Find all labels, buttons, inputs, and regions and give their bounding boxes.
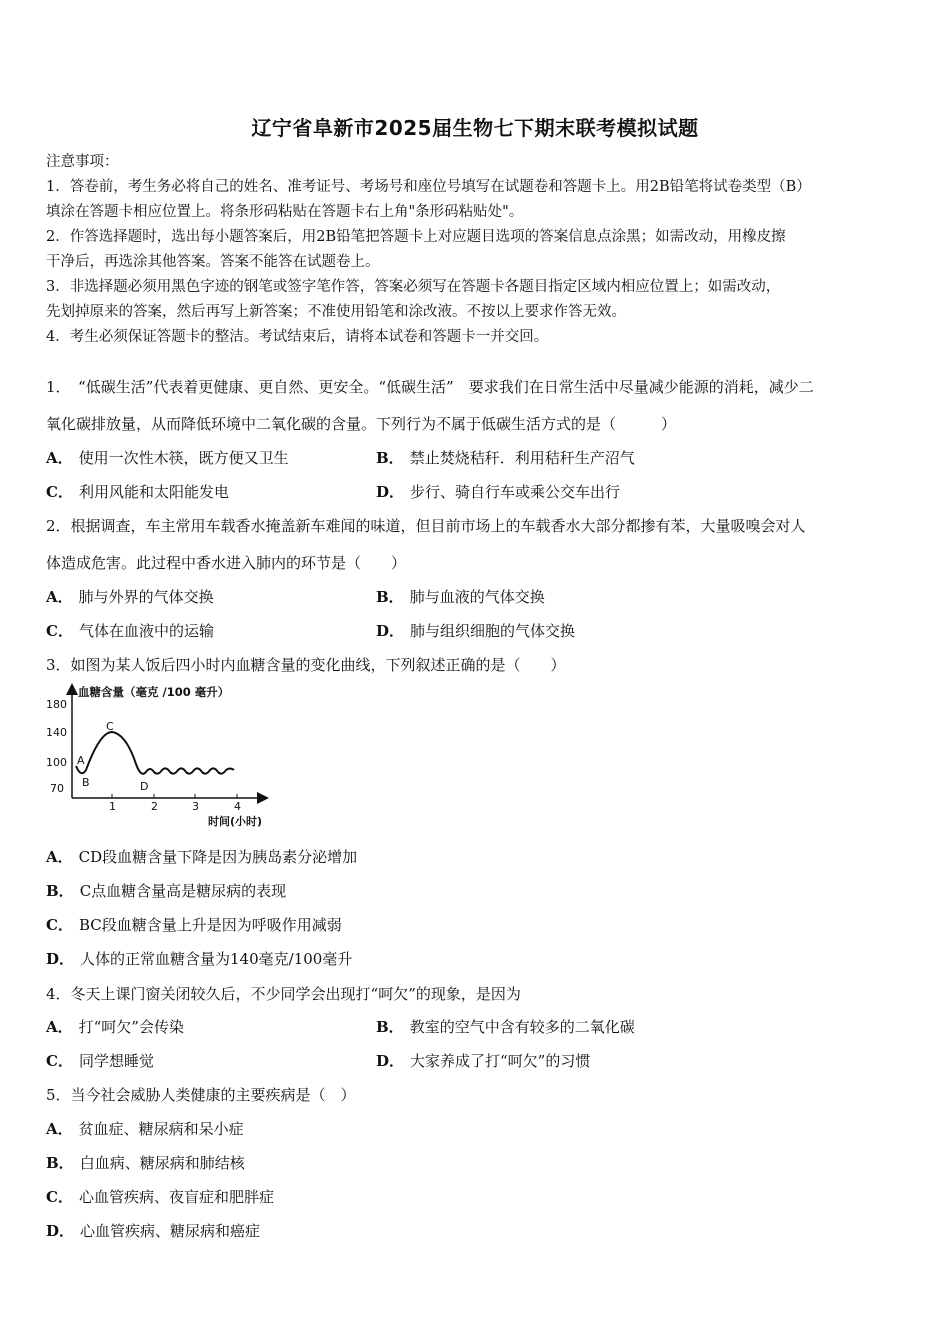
option-key: D． <box>376 1052 405 1070</box>
option-key: D． <box>376 483 405 501</box>
x-axis-label: 时间(小时) <box>208 815 263 828</box>
y-tick-label: 70 <box>50 782 64 795</box>
question-1-option-a <box>46 447 289 468</box>
question-1-option-d <box>376 481 620 502</box>
point-label-c: C <box>106 720 114 733</box>
y-tick-label: 100 <box>46 756 67 769</box>
option-key: B． <box>46 882 74 900</box>
glucose-curve <box>76 732 234 774</box>
option-text: 步行、骑自行车或乘公交车出行 <box>410 483 621 501</box>
option-key: A． <box>46 1018 73 1036</box>
option-text: 大家养成了打“呵欠”的习惯 <box>410 1052 591 1070</box>
x-tick-label: 1 <box>109 800 116 813</box>
option-text: 肺与组织细胞的气体交换 <box>410 622 576 640</box>
option-key: C． <box>46 1052 73 1070</box>
question-2-option-a <box>46 586 214 607</box>
question-1-stem-cont: 氧化碳排放量，从而降低环境中二氧化碳的含量。下列行为不属于低碳生活方式的是（ ） <box>46 415 677 433</box>
option-key: C． <box>46 916 73 934</box>
option-text: 肺与外界的气体交换 <box>78 588 214 606</box>
option-key: B． <box>376 1018 404 1036</box>
question-3-stem: 3．如图为某人饭后四小时内血糖含量的变化曲线，下列叙述正确的是（ ） <box>46 656 566 674</box>
question-4-stem: 4．冬天上课门窗关闭较久后，不少同学会出现打“呵欠”的现象，是因为 <box>46 985 521 1003</box>
x-tick-label: 3 <box>192 800 199 813</box>
question-2-option-d <box>376 620 575 641</box>
option-text: CD段血糖含量下降是因为胰岛素分泌增加 <box>78 848 358 866</box>
question-4-option-a <box>46 1016 184 1037</box>
option-key: B． <box>46 1154 74 1172</box>
option-key: D． <box>376 622 405 640</box>
question-3-option-a <box>46 846 357 867</box>
option-key: D． <box>46 950 75 968</box>
notes-line: 1．答卷前，考生务必将自己的姓名、准考证号、考场号和座位号填写在试题卷和答题卡上。用2B铅笔将试卷类型（B） <box>46 179 811 195</box>
question-3-option-c <box>46 914 342 935</box>
point-label-b: B <box>82 776 90 789</box>
page-title: 辽宁省阜新市2025届生物七下期末联考模拟试题 <box>251 116 699 140</box>
question-5-option-a <box>46 1118 244 1139</box>
notes-line: 4．考生必须保证答题卡的整洁。考试结束后，请将本试卷和答题卡一并交回。 <box>46 329 549 345</box>
question-1-option-b <box>376 447 635 468</box>
y-axis-label: 血糖含量（毫克 /100 毫升） <box>78 685 230 699</box>
option-text: 贫血症、糖尿病和呆小症 <box>78 1120 244 1138</box>
question-5-option-c <box>46 1186 274 1207</box>
question-3-option-b <box>46 880 286 901</box>
option-key: A． <box>46 848 73 866</box>
option-text: 心血管疾病、糖尿病和癌症 <box>80 1222 261 1240</box>
option-key: A． <box>46 449 73 467</box>
question-1-stem: 1． “低碳生活”代表着更健康、更自然、更安全。“低碳生活” 要求我们在日常生活中尽量减少能源的消耗，减少二 <box>46 378 814 396</box>
question-2-option-c <box>46 620 214 641</box>
option-key: C． <box>46 622 73 640</box>
question-1-option-c <box>46 481 229 502</box>
blood-glucose-figure <box>44 680 284 832</box>
question-5-option-b <box>46 1152 245 1173</box>
option-text: 气体在血液中的运输 <box>78 622 214 640</box>
option-text: 肺与血液的气体交换 <box>409 588 545 606</box>
question-4-option-b <box>376 1016 635 1037</box>
question-3-option-d <box>46 948 352 969</box>
option-text: C点血糖含量高是糖尿病的表现 <box>79 882 287 900</box>
y-tick-label: 140 <box>46 726 67 739</box>
question-2-option-b <box>376 586 545 607</box>
notes-line: 2．作答选择题时，选出每小题答案后，用2B铅笔把答题卡上对应题目选项的答案信息点涂黑；如需改动，用橡皮擦 <box>46 229 786 245</box>
option-key: A． <box>46 588 73 606</box>
option-text: BC段血糖含量上升是因为呼吸作用减弱 <box>78 916 342 934</box>
option-key: C． <box>46 1188 73 1206</box>
option-text: 白血病、糖尿病和肺结核 <box>79 1154 245 1172</box>
option-text: 利用风能和太阳能发电 <box>78 483 229 501</box>
question-5-option-d <box>46 1220 260 1241</box>
x-tick-label: 4 <box>234 800 241 813</box>
x-tick-label: 2 <box>151 800 158 813</box>
option-key: C． <box>46 483 73 501</box>
option-text: 心血管疾病、夜盲症和肥胖症 <box>78 1188 274 1206</box>
option-key: A． <box>46 1120 73 1138</box>
option-text: 教室的空气中含有较多的二氧化碳 <box>409 1018 635 1036</box>
notes-section <box>46 150 916 350</box>
option-text: 同学想睡觉 <box>78 1052 154 1070</box>
point-label-a: A <box>77 754 85 767</box>
notes-line: 3．非选择题必须用黑色字迹的钢笔或签字笔作答，答案必须写在答题卡各题目指定区域内相应位置上；如需改动， <box>46 279 781 295</box>
question-4-option-c <box>46 1050 154 1071</box>
option-key: D． <box>46 1222 75 1240</box>
question-2-stem: 2．根据调查，车主常用车载香水掩盖新车难闻的味道，但目前市场上的车载香水大部分都掺有苯，大量吸嗅会对人 <box>46 517 806 535</box>
option-text: 打“呵欠”会传染 <box>78 1018 184 1036</box>
option-key: B． <box>376 449 404 467</box>
notes-line: 干净后，再选涂其他答案。答案不能答在试题卷上。 <box>46 254 380 270</box>
point-label-d: D <box>140 780 149 793</box>
notes-heading: 注意事项： <box>46 154 119 170</box>
option-text: 使用一次性木筷，既方便又卫生 <box>78 449 289 467</box>
option-text: 禁止焚烧秸秆．利用秸秆生产沼气 <box>409 449 635 467</box>
question-5-stem: 5．当今社会威胁人类健康的主要疾病是（ ） <box>46 1086 356 1104</box>
option-text: 人体的正常血糖含量为140毫克/100毫升 <box>80 950 353 968</box>
question-4-option-d <box>376 1050 590 1071</box>
notes-line: 填涂在答题卡相应位置上。将条形码粘贴在答题卡右上角"条形码粘贴处"。 <box>46 204 524 220</box>
notes-line: 先划掉原来的答案，然后再写上新答案；不准使用铅笔和涂改液。不按以上要求作答无效。 <box>46 304 626 320</box>
question-2-stem-cont: 体造成危害。此过程中香水进入肺内的环节是（ ） <box>46 554 407 572</box>
option-key: B． <box>376 588 404 606</box>
y-tick-label: 180 <box>46 698 67 711</box>
